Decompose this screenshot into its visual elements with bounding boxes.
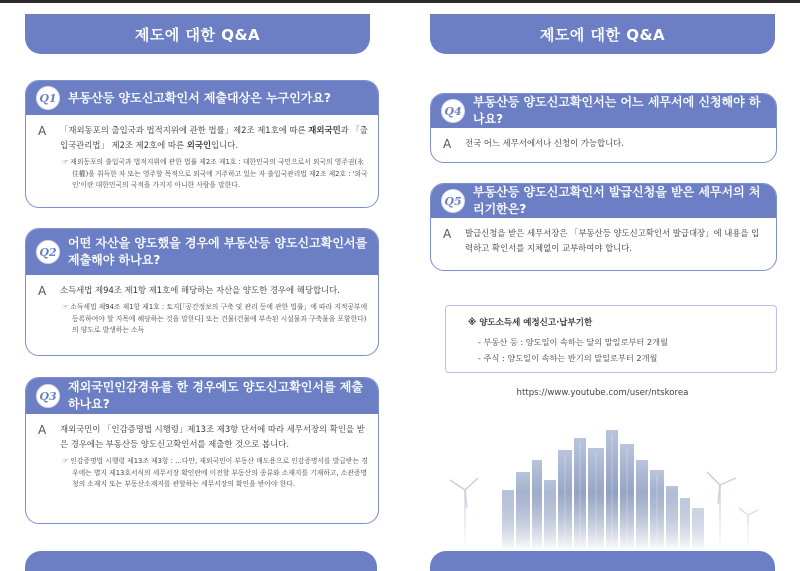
answer-q3: [26, 414, 378, 497]
left-header: [25, 14, 370, 54]
deadline-title: ※ 양도소득세 예정신고·납부기한: [468, 318, 593, 328]
q1-answer-bold: 재외국민: [308, 125, 341, 135]
q1-answer: [60, 123, 368, 153]
note-mark-icon: ☞: [62, 457, 69, 465]
qa-card-q2: [25, 228, 379, 356]
top-bar: [0, 0, 800, 3]
q4-answer: 전국 어느 세무서에서나 신청이 가능합니다.: [465, 138, 624, 148]
question-header-q2: [26, 229, 378, 275]
q5-badge: Q5: [441, 189, 465, 213]
note-mark-icon: ☞: [62, 303, 69, 311]
q3-answer: 재외국민이 「인감증명법 시행령」제13조 제3항 단서에 따라 세무서장의 확인을 받은 경우에는 부동산등 양도신고확인서를 제출한 것으로 봅니다.: [60, 424, 365, 449]
deadline-item: - 부동산 등 : 양도일이 속하는 달의 말일로부터 2개월: [478, 337, 668, 347]
q1-answer-bold: 외국인: [186, 140, 212, 150]
answer-q1: [26, 115, 378, 198]
q1-note-text: 재외동포의 출입국과 법적지위에 관한 법률 제2조 제1호 : 대한민국의 국민으로서 외국의 영주권(永住權)을 취득한 자 또는 영주할 목적으로 외국에 거주하고 있는 자 출입국관리법 제2조 제2호 : '외국인'이란 대한민국의 국적을 가지지 아니한 사람을 말한다.: [70, 158, 368, 189]
q1-answer-part: 「재외동포의 출입국과 법적지위에 관한 법률」제2조 제1호에 따른: [60, 125, 309, 135]
q2-answer: 소득세법 제94조 제1항 제1호에 해당하는 자산을 양도한 경우에 해당합니다.: [60, 285, 340, 295]
qa-card-q3: [25, 377, 379, 524]
left-header-title: 제도에 대한 Q&A: [134, 25, 261, 44]
q2-note: [60, 302, 368, 337]
q1-answer-part: 입니다.: [211, 140, 238, 150]
q5-question: 부동산등 양도신고확인서 발급신청을 받은 세무서의 처리기한은?: [473, 185, 761, 216]
qa-card-q5: [430, 183, 777, 271]
city-skyline-illustration: [430, 420, 775, 551]
answer-label: A: [443, 227, 452, 241]
q3-note-text: 인감증명법 시행령 제13조 제3항 : …다만, 재외국민이 부동산 매도용으로 인감증명서를 발급받는 경우에는 별지 제13호서식의 세무서장 확인란에 이전할 부동산의 종류와 소재지를 기재하고, 소관증명청의 소재지 또는 부동산소재지를 관할하는 세무서장의 확인을 받아야 한다.: [70, 457, 368, 488]
answer-label: A: [38, 284, 47, 298]
q4-badge: Q4: [441, 99, 465, 123]
question-header-q3: [26, 378, 378, 414]
note-mark-icon: ☞: [62, 158, 69, 166]
question-header-q5: [431, 184, 776, 218]
q3-note: [60, 456, 368, 491]
answer-q4: [431, 128, 776, 157]
q3-question: 재외국민인감경유를 한 경우에도 양도신고확인서를 제출하나요?: [68, 380, 363, 411]
answer-q2: [26, 275, 378, 343]
right-next-header: [430, 551, 775, 571]
q1-badge: Q1: [36, 86, 60, 110]
q2-badge: Q2: [36, 240, 60, 264]
answer-label: A: [38, 124, 47, 138]
right-header: [430, 14, 775, 54]
q2-question: 어떤 자산을 양도했을 경우에 부동산등 양도신고확인서를 제출해야 하나요?: [68, 236, 368, 267]
right-header-title: 제도에 대한 Q&A: [539, 25, 666, 44]
q5-answer: 발급신청을 받은 세무서장은 「부동산등 양도신고확인서 발급대장」에 내용을 입력하고 확인서를 지체없이 교부하여야 합니다.: [465, 228, 760, 253]
qa-card-q1: [25, 80, 379, 208]
q4-question: 부동산등 양도신고확인서는 어느 세무서에 신청해야 하나요?: [473, 95, 761, 126]
answer-label: A: [443, 137, 452, 151]
deadline-item: - 주식 : 양도일이 속하는 반기의 말일로부터 2개월: [478, 353, 658, 363]
answer-label: A: [38, 423, 47, 437]
q1-note: [60, 157, 368, 192]
q1-question: 부동산등 양도신고확인서 제출대상은 누구인가요?: [68, 90, 331, 105]
left-next-header: [25, 551, 377, 571]
deadline-box: [445, 305, 777, 373]
question-header-q1: [26, 81, 378, 115]
youtube-link[interactable]: https://www.youtube.com/user/ntskorea: [516, 388, 689, 398]
qa-card-q4: [430, 93, 777, 163]
q3-badge: Q3: [36, 384, 60, 408]
answer-q5: [431, 218, 776, 262]
q2-note-text: 소득세법 제94조 제1항 제1호 : 토지[「공간정보의 구축 및 관리 등에 관한 법률」에 따라 지적공부에 등록하여야 할 지목에 해당하는 것을 말한다] 또는 건물(건물에 부속된 시설물과 구축물을 포함한다)의 양도로 발생하는 소득: [70, 303, 368, 334]
question-header-q4: [431, 94, 776, 128]
q1-answer-part: 과 「출입국관리법」 제2조 제2호에 따른: [60, 125, 368, 150]
